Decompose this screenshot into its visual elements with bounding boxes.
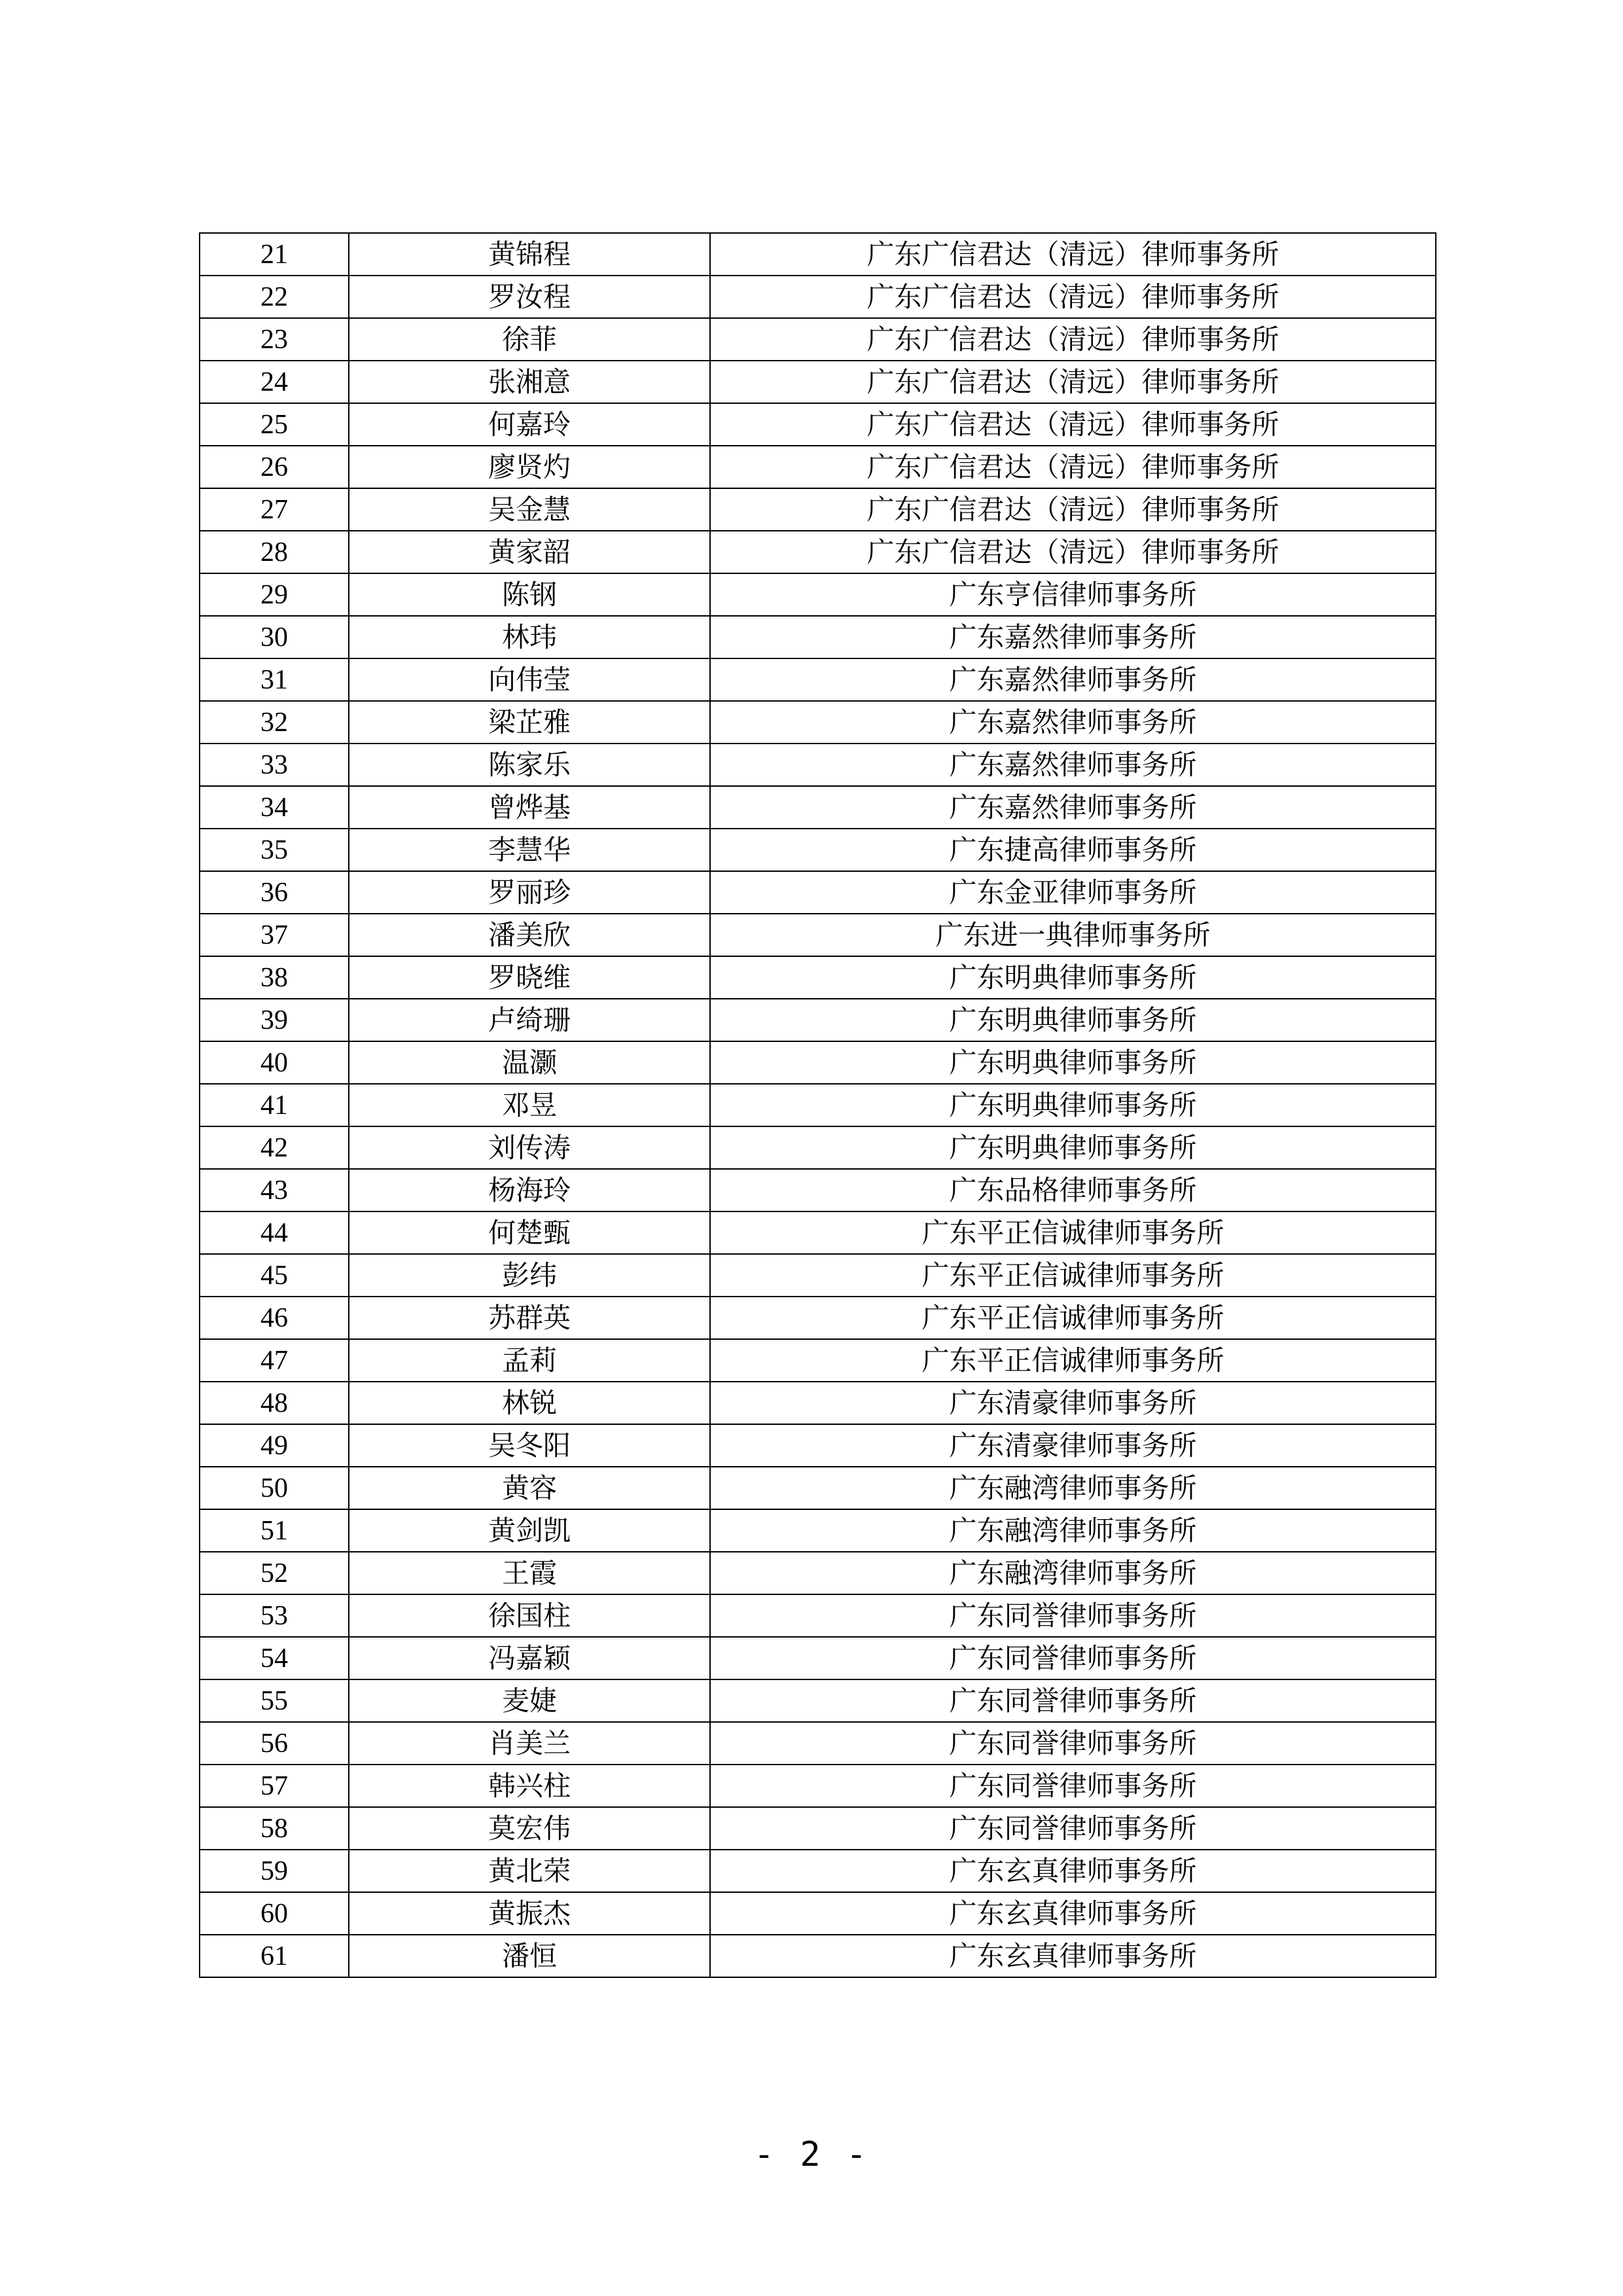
roster-table-body: [200, 233, 1436, 1977]
table-row: [200, 1126, 1436, 1169]
table-row: [200, 1509, 1436, 1552]
table-row: [200, 1594, 1436, 1637]
law-firm-cell: 广东融湾律师事务所: [710, 1509, 1436, 1552]
law-firm-cell: 广东平正信诚律师事务所: [710, 1211, 1436, 1254]
lawyer-name-cell: 王霞: [349, 1552, 710, 1594]
row-number-cell: 43: [200, 1169, 349, 1211]
row-number-cell: 35: [200, 829, 349, 871]
law-firm-cell: 广东明典律师事务所: [710, 1126, 1436, 1169]
law-firm-cell: 广东玄真律师事务所: [710, 1892, 1436, 1935]
table-row: [200, 1552, 1436, 1594]
row-number-cell: 50: [200, 1467, 349, 1509]
law-firm-cell: 广东同誉律师事务所: [710, 1722, 1436, 1765]
lawyer-name-cell: 黄北荣: [349, 1850, 710, 1892]
lawyer-name-cell: 向伟莹: [349, 658, 710, 701]
lawyer-name-cell: 罗晓维: [349, 956, 710, 999]
table-row: [200, 1722, 1436, 1765]
table-row: [200, 1467, 1436, 1509]
lawyer-name-cell: 何嘉玲: [349, 403, 710, 446]
table-row: [200, 871, 1436, 914]
row-number-cell: 36: [200, 871, 349, 914]
law-firm-cell: 广东融湾律师事务所: [710, 1467, 1436, 1509]
law-firm-cell: 广东广信君达（清远）律师事务所: [710, 488, 1436, 531]
lawyer-name-cell: 李慧华: [349, 829, 710, 871]
table-row: [200, 1254, 1436, 1297]
row-number-cell: 41: [200, 1084, 349, 1126]
lawyer-name-cell: 罗丽珍: [349, 871, 710, 914]
law-firm-cell: 广东同誉律师事务所: [710, 1807, 1436, 1850]
table-row: [200, 701, 1436, 744]
law-firm-cell: 广东金亚律师事务所: [710, 871, 1436, 914]
law-firm-cell: 广东嘉然律师事务所: [710, 658, 1436, 701]
row-number-cell: 23: [200, 318, 349, 361]
law-firm-cell: 广东明典律师事务所: [710, 1084, 1436, 1126]
row-number-cell: 21: [200, 233, 349, 276]
law-firm-cell: 广东融湾律师事务所: [710, 1552, 1436, 1594]
lawyer-name-cell: 吴金慧: [349, 488, 710, 531]
law-firm-cell: 广东明典律师事务所: [710, 999, 1436, 1041]
lawyer-name-cell: 潘美欣: [349, 914, 710, 956]
row-number-cell: 45: [200, 1254, 349, 1297]
lawyer-name-cell: 张湘意: [349, 361, 710, 403]
table-row: [200, 1637, 1436, 1679]
law-firm-cell: 广东亨信律师事务所: [710, 573, 1436, 616]
lawyer-name-cell: 温灏: [349, 1041, 710, 1084]
table-row: [200, 233, 1436, 276]
table-row: [200, 1211, 1436, 1254]
table-row: [200, 531, 1436, 573]
law-firm-cell: 广东玄真律师事务所: [710, 1850, 1436, 1892]
table-row: [200, 1892, 1436, 1935]
row-number-cell: 28: [200, 531, 349, 573]
row-number-cell: 27: [200, 488, 349, 531]
table-row: [200, 318, 1436, 361]
row-number-cell: 44: [200, 1211, 349, 1254]
lawyer-name-cell: 韩兴柱: [349, 1765, 710, 1807]
table-row: [200, 914, 1436, 956]
law-firm-cell: 广东品格律师事务所: [710, 1169, 1436, 1211]
table-row: [200, 446, 1436, 488]
row-number-cell: 32: [200, 701, 349, 744]
row-number-cell: 26: [200, 446, 349, 488]
law-firm-cell: 广东广信君达（清远）律师事务所: [710, 233, 1436, 276]
row-number-cell: 37: [200, 914, 349, 956]
lawyer-name-cell: 刘传涛: [349, 1126, 710, 1169]
law-firm-cell: 广东平正信诚律师事务所: [710, 1297, 1436, 1339]
row-number-cell: 22: [200, 276, 349, 318]
law-firm-cell: 广东嘉然律师事务所: [710, 701, 1436, 744]
law-firm-cell: 广东嘉然律师事务所: [710, 616, 1436, 658]
law-firm-cell: 广东平正信诚律师事务所: [710, 1339, 1436, 1382]
lawyer-name-cell: 林玮: [349, 616, 710, 658]
law-firm-cell: 广东同誉律师事务所: [710, 1679, 1436, 1722]
law-firm-cell: 广东广信君达（清远）律师事务所: [710, 318, 1436, 361]
row-number-cell: 39: [200, 999, 349, 1041]
table-row: [200, 403, 1436, 446]
law-firm-cell: 广东清豪律师事务所: [710, 1382, 1436, 1424]
row-number-cell: 47: [200, 1339, 349, 1382]
law-firm-cell: 广东广信君达（清远）律师事务所: [710, 276, 1436, 318]
row-number-cell: 56: [200, 1722, 349, 1765]
row-number-cell: 51: [200, 1509, 349, 1552]
row-number-cell: 33: [200, 744, 349, 786]
table-row: [200, 786, 1436, 829]
lawyer-name-cell: 林锐: [349, 1382, 710, 1424]
lawyer-name-cell: 莫宏伟: [349, 1807, 710, 1850]
lawyer-name-cell: 孟莉: [349, 1339, 710, 1382]
page-number: - 2 -: [753, 2135, 870, 2174]
law-firm-cell: 广东广信君达（清远）律师事务所: [710, 403, 1436, 446]
law-firm-cell: 广东嘉然律师事务所: [710, 744, 1436, 786]
law-firm-cell: 广东捷高律师事务所: [710, 829, 1436, 871]
lawyer-name-cell: 麦婕: [349, 1679, 710, 1722]
table-row: [200, 999, 1436, 1041]
row-number-cell: 31: [200, 658, 349, 701]
lawyer-name-cell: 冯嘉颖: [349, 1637, 710, 1679]
row-number-cell: 24: [200, 361, 349, 403]
law-firm-cell: 广东进一典律师事务所: [710, 914, 1436, 956]
row-number-cell: 48: [200, 1382, 349, 1424]
row-number-cell: 55: [200, 1679, 349, 1722]
lawyer-name-cell: 黄剑凯: [349, 1509, 710, 1552]
table-row: [200, 829, 1436, 871]
row-number-cell: 57: [200, 1765, 349, 1807]
law-firm-cell: 广东广信君达（清远）律师事务所: [710, 361, 1436, 403]
table-row: [200, 956, 1436, 999]
table-row: [200, 1850, 1436, 1892]
table-row: [200, 488, 1436, 531]
row-number-cell: 29: [200, 573, 349, 616]
lawyer-name-cell: 黄家韶: [349, 531, 710, 573]
law-firm-cell: 广东同誉律师事务所: [710, 1765, 1436, 1807]
table-row: [200, 361, 1436, 403]
table-row: [200, 1807, 1436, 1850]
law-firm-cell: 广东清豪律师事务所: [710, 1424, 1436, 1467]
row-number-cell: 42: [200, 1126, 349, 1169]
table-row: [200, 1679, 1436, 1722]
lawyer-name-cell: 陈家乐: [349, 744, 710, 786]
law-firm-cell: 广东广信君达（清远）律师事务所: [710, 446, 1436, 488]
table-row: [200, 1041, 1436, 1084]
table-row: [200, 1765, 1436, 1807]
law-firm-cell: 广东同誉律师事务所: [710, 1637, 1436, 1679]
lawyer-name-cell: 黄锦程: [349, 233, 710, 276]
row-number-cell: 52: [200, 1552, 349, 1594]
lawyer-name-cell: 黄容: [349, 1467, 710, 1509]
table-row: [200, 1339, 1436, 1382]
table-row: [200, 573, 1436, 616]
row-number-cell: 54: [200, 1637, 349, 1679]
lawyer-name-cell: 罗汝程: [349, 276, 710, 318]
lawyer-name-cell: 潘恒: [349, 1935, 710, 1977]
lawyer-name-cell: 曾烨基: [349, 786, 710, 829]
lawyer-name-cell: 徐菲: [349, 318, 710, 361]
row-number-cell: 25: [200, 403, 349, 446]
table-row: [200, 1935, 1436, 1977]
table-row: [200, 1382, 1436, 1424]
lawyer-name-cell: 卢绮珊: [349, 999, 710, 1041]
lawyer-name-cell: 黄振杰: [349, 1892, 710, 1935]
row-number-cell: 59: [200, 1850, 349, 1892]
lawyer-name-cell: 吴冬阳: [349, 1424, 710, 1467]
lawyer-name-cell: 肖美兰: [349, 1722, 710, 1765]
law-firm-cell: 广东嘉然律师事务所: [710, 786, 1436, 829]
lawyer-name-cell: 邓昱: [349, 1084, 710, 1126]
table-row: [200, 1424, 1436, 1467]
table-row: [200, 1169, 1436, 1211]
lawyer-name-cell: 彭纬: [349, 1254, 710, 1297]
lawyer-name-cell: 苏群英: [349, 1297, 710, 1339]
row-number-cell: 58: [200, 1807, 349, 1850]
row-number-cell: 53: [200, 1594, 349, 1637]
law-firm-cell: 广东玄真律师事务所: [710, 1935, 1436, 1977]
row-number-cell: 61: [200, 1935, 349, 1977]
table-row: [200, 1084, 1436, 1126]
row-number-cell: 30: [200, 616, 349, 658]
table-row: [200, 616, 1436, 658]
row-number-cell: 34: [200, 786, 349, 829]
row-number-cell: 38: [200, 956, 349, 999]
lawyer-name-cell: 廖贤灼: [349, 446, 710, 488]
roster-table: [199, 232, 1436, 1978]
law-firm-cell: 广东同誉律师事务所: [710, 1594, 1436, 1637]
row-number-cell: 40: [200, 1041, 349, 1084]
lawyer-name-cell: 梁芷雅: [349, 701, 710, 744]
law-firm-cell: 广东平正信诚律师事务所: [710, 1254, 1436, 1297]
row-number-cell: 60: [200, 1892, 349, 1935]
law-firm-cell: 广东明典律师事务所: [710, 956, 1436, 999]
lawyer-name-cell: 何楚甄: [349, 1211, 710, 1254]
lawyer-name-cell: 徐国柱: [349, 1594, 710, 1637]
table-row: [200, 744, 1436, 786]
table-row: [200, 658, 1436, 701]
row-number-cell: 46: [200, 1297, 349, 1339]
lawyer-name-cell: 陈钢: [349, 573, 710, 616]
row-number-cell: 49: [200, 1424, 349, 1467]
table-row: [200, 1297, 1436, 1339]
law-firm-cell: 广东广信君达（清远）律师事务所: [710, 531, 1436, 573]
lawyer-name-cell: 杨海玲: [349, 1169, 710, 1211]
table-row: [200, 276, 1436, 318]
law-firm-cell: 广东明典律师事务所: [710, 1041, 1436, 1084]
